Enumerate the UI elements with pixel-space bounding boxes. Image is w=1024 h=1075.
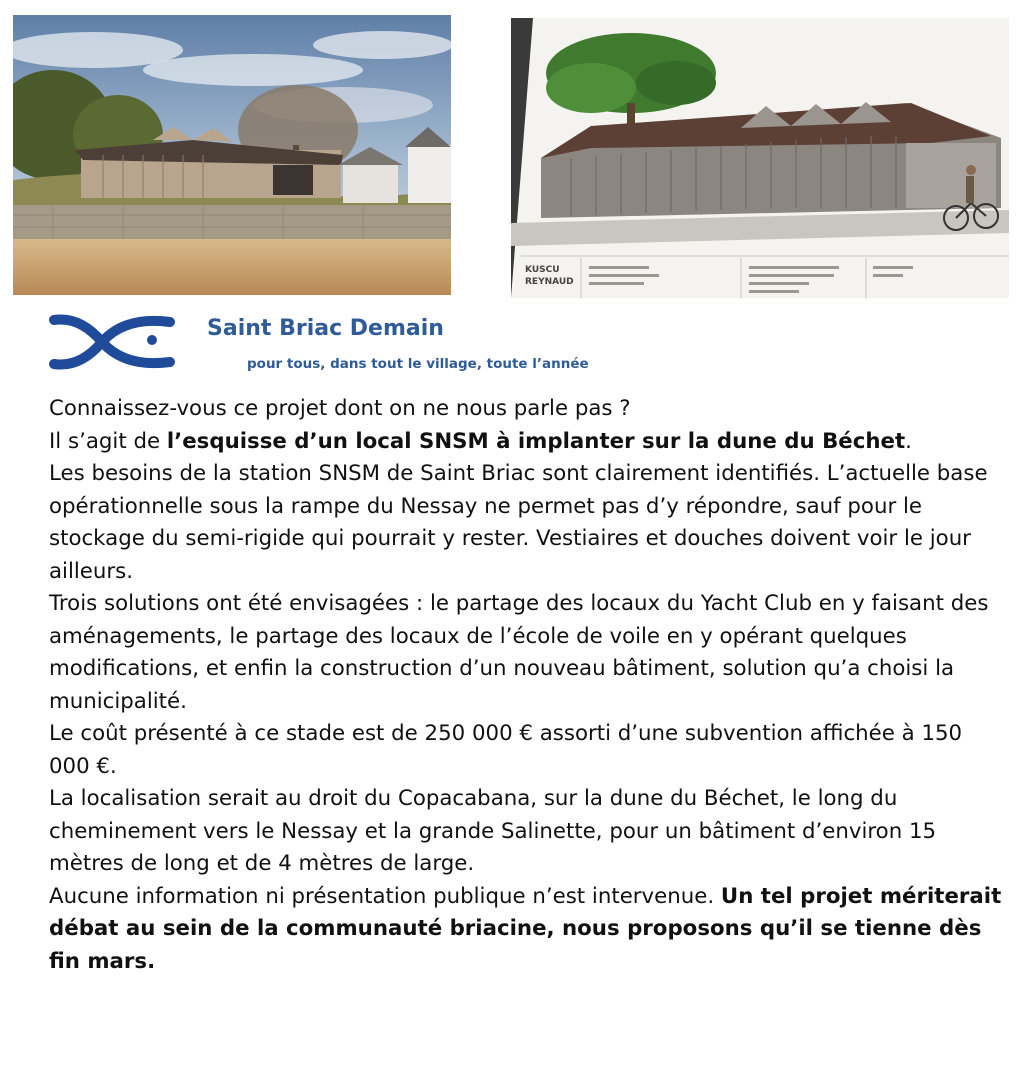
article-p2-end: . — [905, 428, 912, 454]
article-paragraph-4: Trois solutions ont été envisagées : le partage des locaux du Yacht Club en y faisant des aménagements, le partage des locaux de l’école de voile en y opérant quelques modifications, et enfin la construction d’un nouveau bâtiment, solution qu’a choisi la municipalité. — [49, 591, 989, 714]
article-p2-highlight: l’esquisse d’un local SNSM à implanter sur la dune du Béchet — [166, 428, 906, 454]
article-paragraph-3: Les besoins de la station SNSM de Saint Briac sont clairement identifiés. L’actuelle base opérationnelle sous la rampe du Nessay ne permet pas d’y répondre, sauf pour le stockage du semi-rigide qui pourrait y rester. Vestiaires et douches doivent voir le jour ailleurs. — [49, 461, 988, 584]
article-p7-conclusion: Un tel projet mériterait débat au sein de la communauté briacine, nous proposons qu’il se tienne dès fin mars. — [49, 883, 1002, 974]
article-paragraph-2 — [49, 426, 1009, 459]
rendering-firm-line2: REYNAUD — [525, 277, 574, 287]
brand-title: Saint Briac Demain — [207, 316, 444, 341]
article-paragraph-5: Le coût présenté à ce stade est de 250 000 € assorti d’une subvention affichée à 150 000 €. — [49, 721, 963, 779]
article-p2-intro: Il s’agit de — [49, 428, 167, 454]
article-paragraph-6: La localisation serait au droit du Copacabana, sur la dune du Béchet, le long du cheminement vers le Nessay et la grande Salinette, pour un bâtiment d’environ 15 mètres de long et de 4 mètres de large. — [49, 786, 937, 876]
architect-rendering-photo — [511, 18, 1009, 298]
beach-building-photo — [13, 15, 451, 295]
fish-logo-icon — [40, 312, 176, 372]
article-body — [49, 393, 1009, 978]
rendering-firm-line1: KUSCU — [525, 265, 560, 275]
brand-tagline: pour tous, dans tout le village, toute l’année — [247, 356, 589, 372]
article-paragraph-7 — [49, 881, 1009, 979]
article-paragraph-1: Connaissez-vous ce projet dont on ne nous parle pas ? — [49, 396, 631, 421]
article-p7-intro: Aucune information ni présentation publique n’est intervenue. — [49, 883, 721, 909]
